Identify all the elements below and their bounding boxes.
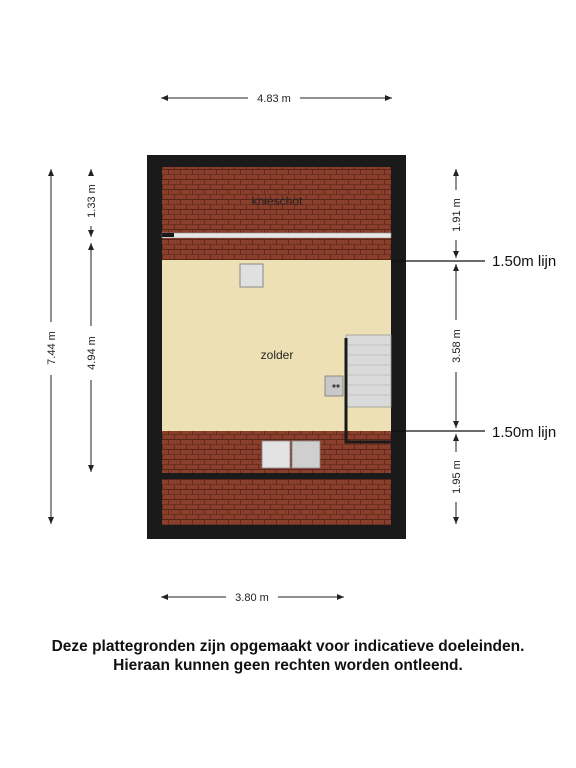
dim-left-total: 7.44 m (46, 331, 58, 365)
knee-wall (162, 233, 391, 238)
room-label-zolder: zolder (260, 348, 294, 362)
dim-top-width: 4.83 m (257, 93, 291, 105)
dim-left-inner: 4.94 m (86, 336, 98, 370)
dim-left-knee: 1.33 m (86, 184, 98, 218)
height-line-upper-label: 1.50m lijn (492, 253, 557, 270)
inner-wall (162, 473, 391, 479)
dim-right-bottom: 1.95 m (451, 460, 463, 494)
skylight (240, 264, 263, 287)
roof-slope-upper (162, 238, 391, 260)
dim-right-middle: 3.58 m (451, 329, 463, 363)
knee-wall-cap (162, 233, 174, 237)
roof-window-left (262, 441, 290, 468)
roof-window-right (292, 441, 320, 468)
staircase (346, 335, 391, 407)
disclaimer-line-1: Deze plattegronden zijn opgemaakt voor indicatieve doeleinden. (51, 638, 525, 655)
room-label-knieschot: knieschot (251, 194, 303, 208)
roof-bottom (162, 479, 391, 525)
dim-right-top: 1.91 m (451, 198, 463, 232)
dim-bottom-width: 3.80 m (235, 592, 269, 604)
disclaimer-line-2: Hieraan kunnen geen rechten worden ontleend. (113, 657, 463, 674)
height-line-lower-label: 1.50m lijn (492, 424, 557, 441)
